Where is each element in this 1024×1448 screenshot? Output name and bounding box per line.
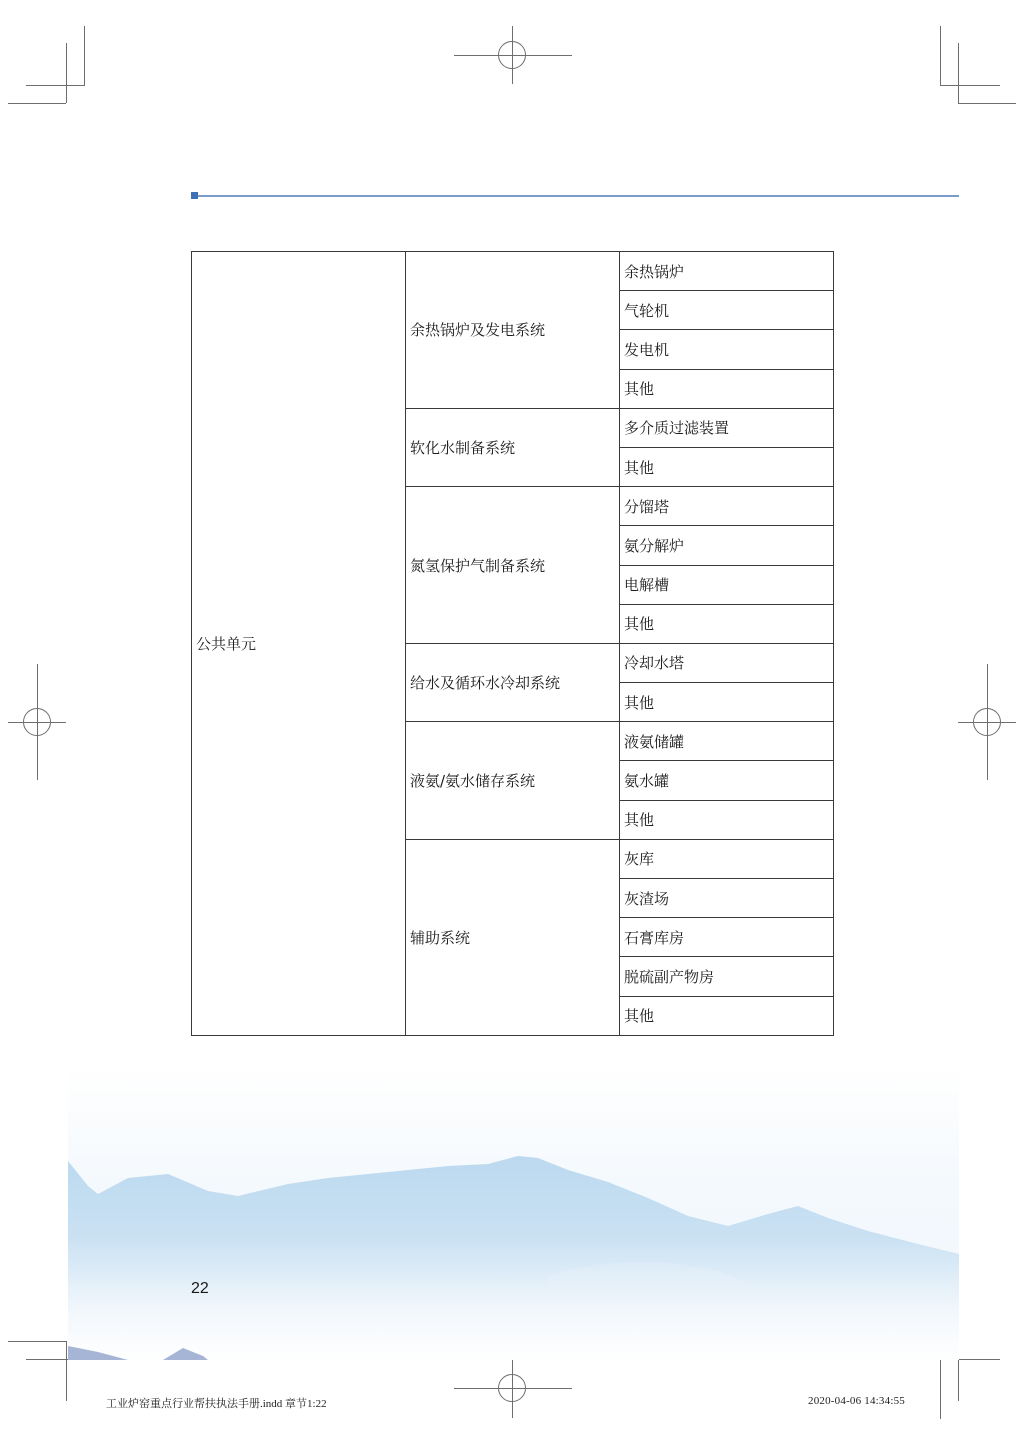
equipment-cell: 灰渣场 <box>620 879 834 918</box>
system-cell: 软化水制备系统 <box>406 408 620 486</box>
equipment-cell: 其他 <box>620 800 834 839</box>
page-number: 22 <box>191 1280 209 1297</box>
equipment-cell: 脱硫副产物房 <box>620 957 834 996</box>
crop-mark-top-right <box>940 26 941 86</box>
print-slug-file-info: 工业炉窑重点行业帮扶执法手册.indd 章节1:22 <box>106 1398 327 1410</box>
registration-circle-bottom <box>498 1374 526 1402</box>
system-cell: 余热锅炉及发电系统 <box>406 252 620 409</box>
equipment-cell: 灰库 <box>620 839 834 878</box>
system-cell: 给水及循环水冷却系统 <box>406 643 620 721</box>
unit-cell: 公共单元 <box>192 252 406 1036</box>
crop-mark-bottom-left <box>66 1341 67 1401</box>
crop-mark-bottom-right <box>940 1359 941 1419</box>
system-cell: 液氨/氨水储存系统 <box>406 722 620 840</box>
print-slug-timestamp: 2020-04-06 14:34:55 <box>808 1395 905 1407</box>
equipment-cell: 冷却水塔 <box>620 643 834 682</box>
mountain-silhouette-icon <box>68 1066 959 1360</box>
crop-mark-top-left <box>84 26 85 86</box>
equipment-cell: 分馏塔 <box>620 487 834 526</box>
mountain-scenery-image <box>68 1066 959 1360</box>
equipment-cell: 氨分解炉 <box>620 526 834 565</box>
crop-mark-top-left <box>8 103 66 104</box>
header-square-icon <box>191 192 198 199</box>
equipment-table <box>191 251 834 1036</box>
equipment-cell: 其他 <box>620 996 834 1035</box>
registration-circle-top <box>498 41 526 69</box>
crop-mark-bottom-left <box>8 1341 66 1342</box>
equipment-cell: 发电机 <box>620 330 834 369</box>
equipment-cell: 其他 <box>620 447 834 486</box>
system-cell: 氮氢保护气制备系统 <box>406 487 620 644</box>
equipment-cell: 电解槽 <box>620 565 834 604</box>
equipment-cell: 其他 <box>620 369 834 408</box>
table-row <box>192 252 834 291</box>
crop-mark-top-left <box>26 85 84 86</box>
registration-circle-right <box>973 708 1001 736</box>
equipment-cell: 其他 <box>620 604 834 643</box>
equipment-cell: 石膏库房 <box>620 918 834 957</box>
registration-circle-left <box>23 708 51 736</box>
header-rule <box>195 195 959 197</box>
crop-mark-top-right <box>940 85 1000 86</box>
crop-mark-top-right <box>958 103 1016 104</box>
crop-mark-top-right <box>958 43 959 103</box>
equipment-cell: 气轮机 <box>620 291 834 330</box>
equipment-cell: 其他 <box>620 683 834 722</box>
equipment-cell: 液氨储罐 <box>620 722 834 761</box>
equipment-cell: 多介质过滤装置 <box>620 408 834 447</box>
equipment-cell: 余热锅炉 <box>620 252 834 291</box>
equipment-cell: 氨水罐 <box>620 761 834 800</box>
crop-mark-top-left <box>66 43 67 103</box>
system-cell: 辅助系统 <box>406 839 620 1035</box>
